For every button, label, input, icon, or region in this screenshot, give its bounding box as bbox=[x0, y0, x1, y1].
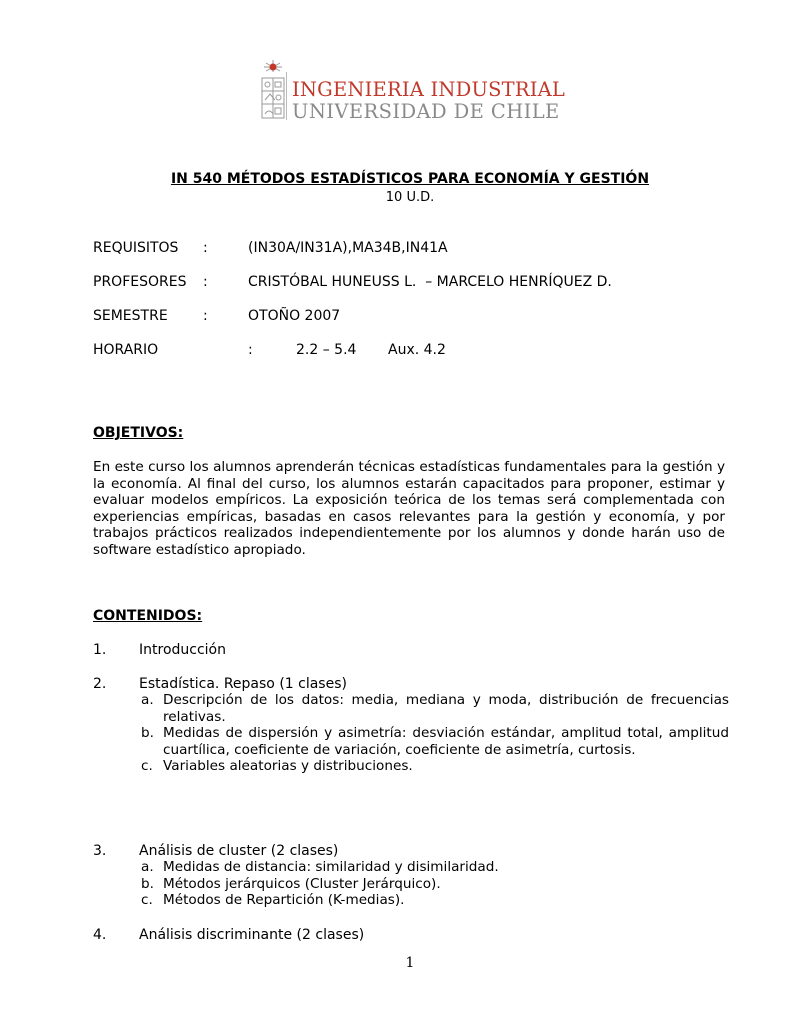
sublist bbox=[139, 692, 729, 775]
list-marker: c. bbox=[141, 892, 153, 908]
horario-label: HORARIO bbox=[93, 342, 159, 358]
list-item bbox=[139, 725, 729, 758]
list-marker: b. bbox=[141, 725, 154, 741]
list-item bbox=[139, 876, 729, 893]
profesores-label: PROFESORES bbox=[93, 274, 187, 290]
requisitos-value: (IN30A/IN31A),MA34B,IN41A bbox=[248, 240, 448, 256]
objetivos-heading: OBJETIVOS: bbox=[93, 425, 184, 441]
profesores-value: CRISTÓBAL HUNEUSS L. – MARCELO HENRÍQUEZ D. bbox=[248, 274, 612, 290]
list-item bbox=[139, 758, 729, 775]
semestre-value: OTOÑO 2007 bbox=[248, 308, 341, 324]
list-item-text: Medidas de dispersión y asimetría: desviación estándar, amplitud total, amplitud cuartílica, coeficiente de variación, coeficiente de asimetría, curtosis. bbox=[163, 725, 729, 758]
semestre-colon: : bbox=[203, 308, 208, 324]
semestre-label: SEMESTRE bbox=[93, 308, 168, 324]
page-number: 1 bbox=[405, 955, 415, 971]
item-title: Análisis de cluster (2 clases) bbox=[139, 843, 339, 859]
list-item bbox=[139, 692, 729, 725]
horario-aux: Aux. 4.2 bbox=[388, 342, 446, 358]
item-number: 1. bbox=[93, 642, 107, 658]
horario-value: 2.2 – 5.4 bbox=[296, 342, 357, 358]
list-item-text: Descripción de los datos: media, mediana y moda, distribución de frecuencias relativas. bbox=[163, 692, 729, 725]
item-number: 3. bbox=[93, 843, 107, 859]
list-item bbox=[139, 892, 729, 909]
sublist bbox=[139, 859, 729, 909]
list-marker: a. bbox=[141, 859, 154, 875]
item-title: Estadística. Repaso (1 clases) bbox=[139, 676, 347, 692]
list-item-text: Medidas de distancia: similaridad y disimilaridad. bbox=[163, 859, 499, 875]
objetivos-text: En este curso los alumnos aprenderán técnicas estadísticas fundamentales para la gestión y la economía. Al final del curso, los alumnos estarán capacitados para proponer, estimar y evaluar modelos empíricos. La exposición teórica de los temas será complementada con experiencias empíricas, basadas en casos relevantes para la gestión y economía, y por trabajos prácticos realizados independientemente por los alumnos y donde harán uso de software estadístico apropiado. bbox=[93, 459, 725, 558]
logo-title: INGENIERIA INDUSTRIAL bbox=[292, 78, 566, 101]
list-marker: b. bbox=[141, 875, 154, 892]
horario-colon: : bbox=[248, 342, 253, 358]
list-item bbox=[139, 859, 729, 876]
list-marker: a. bbox=[141, 692, 154, 708]
item-title: Análisis discriminante (2 clases) bbox=[139, 927, 365, 943]
logo-subtitle: UNIVERSIDAD DE CHILE bbox=[292, 100, 560, 123]
contenidos-heading: CONTENIDOS: bbox=[93, 608, 203, 624]
requisitos-label: REQUISITOS bbox=[93, 240, 179, 256]
list-item-text: Métodos de Repartición (K-medias). bbox=[163, 892, 405, 908]
profesores-colon: : bbox=[203, 274, 208, 290]
item-number: 2. bbox=[93, 676, 107, 692]
item-title: Introducción bbox=[139, 642, 226, 658]
list-marker: c. bbox=[141, 758, 153, 774]
list-item-text: Variables aleatorias y distribuciones. bbox=[163, 758, 413, 774]
logo-divider bbox=[286, 72, 287, 120]
course-units: 10 U.D. bbox=[385, 190, 435, 205]
university-seal-icon bbox=[258, 58, 288, 124]
list-item-text: Métodos jerárquicos (Cluster Jerárquico). bbox=[163, 875, 441, 892]
course-title: IN 540 MÉTODOS ESTADÍSTICOS PARA ECONOMÍA Y GESTIÓN bbox=[170, 171, 650, 187]
item-number: 4. bbox=[93, 927, 107, 943]
requisitos-colon: : bbox=[203, 240, 208, 256]
